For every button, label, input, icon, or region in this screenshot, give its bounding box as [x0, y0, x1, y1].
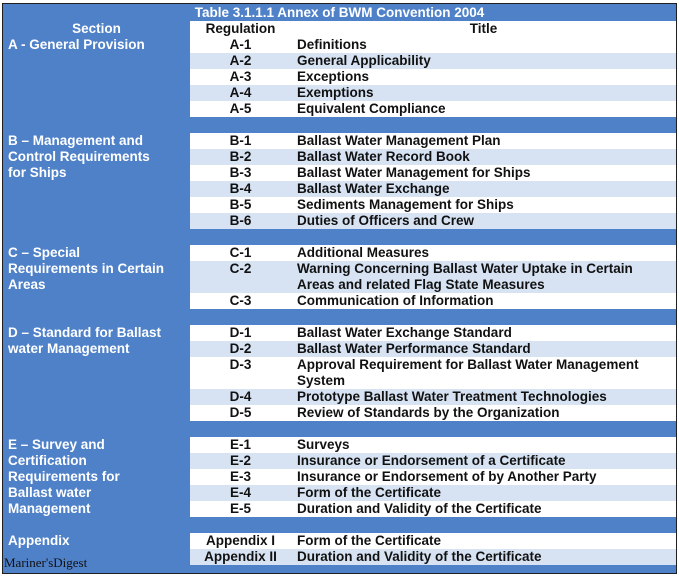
- section-gap: [190, 117, 676, 133]
- section-gap: [190, 229, 676, 245]
- title-cell: Additional Measures: [297, 245, 430, 260]
- regulation-cell: E-4: [229, 485, 251, 500]
- regulation-cell: Appendix II: [204, 549, 277, 564]
- section-header: Section: [72, 21, 121, 36]
- table-row: [190, 293, 676, 309]
- section-gap: [190, 421, 676, 437]
- title-cell: Duties of Officers and Crew: [297, 213, 475, 228]
- title-cell: Ballast Water Exchange Standard: [297, 325, 512, 340]
- title-cell: Sediments Management for Ships: [297, 197, 514, 212]
- table-row: [190, 533, 676, 549]
- title-cell: Prototype Ballast Water Treatment Technologies: [297, 389, 607, 404]
- regulation-cell: B-5: [229, 197, 252, 212]
- title-cell: Form of the Certificate: [297, 485, 442, 500]
- section-label: E – Survey and Certification Requirements for Ballast water Management: [8, 437, 120, 516]
- regulation-cell: A-2: [229, 53, 252, 68]
- title-cell: Definitions: [297, 37, 367, 52]
- title-cell: Review of Standards by the Organization: [297, 405, 560, 420]
- regulation-cell: D-1: [229, 325, 252, 340]
- title-cell: Form of the Certificate: [297, 533, 442, 548]
- title-cell: Ballast Water Management for Ships: [297, 165, 531, 180]
- table-row: [190, 469, 676, 485]
- regulation-cell: B-2: [229, 149, 252, 164]
- table-row: [190, 549, 676, 565]
- title-cell: Equivalent Compliance: [297, 101, 446, 116]
- title-cell: Warning Concerning Ballast Water Uptake in Certain Areas and related Flag State Measures: [297, 261, 633, 292]
- regulation-cell: C-3: [229, 293, 252, 308]
- regulation-cell: E-5: [229, 501, 251, 516]
- regulation-cell: C-2: [229, 261, 252, 276]
- table-title: Table 3.1.1.1 Annex of BWM Convention 2004: [194, 5, 485, 20]
- regulation-cell: D-2: [229, 341, 252, 356]
- title-cell: Insurance or Endorsement of by Another Party: [297, 469, 597, 484]
- section-label: C – Special Requirements in Certain Areas: [8, 245, 165, 292]
- title-cell: Exceptions: [297, 69, 370, 84]
- section-gap: [190, 309, 676, 325]
- regulation-cell: Appendix I: [205, 533, 275, 548]
- table-row: [190, 501, 676, 517]
- table-row: [190, 389, 676, 405]
- table-row: [190, 133, 676, 149]
- table-row: [190, 181, 676, 197]
- table-row: [190, 325, 676, 341]
- table-row: [190, 357, 676, 389]
- table-row: [190, 101, 676, 117]
- table-row: [190, 261, 676, 293]
- title-cell: General Applicability: [297, 53, 431, 68]
- title-cell: Exemptions: [297, 85, 374, 100]
- table-row: [190, 165, 676, 181]
- table-row: [190, 485, 676, 501]
- title-cell: Insurance or Endorsement of a Certificate: [297, 453, 566, 468]
- section-gap: [190, 517, 676, 533]
- table-row: [190, 197, 676, 213]
- regulation-cell: C-1: [229, 245, 252, 260]
- column-header-row: [190, 21, 676, 37]
- table-row: [190, 453, 676, 469]
- regulation-cell: A-5: [229, 101, 252, 116]
- table-row: [190, 341, 676, 357]
- section-label: D – Standard for Ballast water Management: [8, 325, 162, 356]
- regulation-cell: A-1: [229, 37, 252, 52]
- regulation-cell: B-3: [229, 165, 252, 180]
- table-row: [190, 245, 676, 261]
- table-row: [190, 149, 676, 165]
- table-row: [190, 69, 676, 85]
- title-header: Title: [469, 21, 498, 36]
- section-label: Appendix: [8, 533, 70, 548]
- title-cell: Surveys: [297, 437, 350, 452]
- title-cell: Communication of Information: [297, 293, 494, 308]
- section-label: B – Management and Control Requirements for Ships: [8, 133, 150, 180]
- regulation-title-columns: [190, 21, 676, 573]
- table-row: [190, 85, 676, 101]
- table-row: [190, 53, 676, 69]
- regulation-cell: E-2: [229, 453, 251, 468]
- title-cell: Ballast Water Record Book: [297, 149, 470, 164]
- regulation-cell: E-3: [229, 469, 251, 484]
- bwm-annex-table: [2, 3, 677, 574]
- title-cell: Ballast Water Performance Standard: [297, 341, 531, 356]
- title-cell: Duration and Validity of the Certificate: [297, 549, 542, 564]
- regulation-cell: D-3: [229, 357, 252, 372]
- section-column: [3, 21, 190, 573]
- watermark: Mariner'sDigest: [4, 555, 88, 570]
- section-label: A - General Provision: [8, 37, 145, 52]
- regulation-cell: E-1: [229, 437, 251, 452]
- regulation-cell: B-4: [229, 181, 252, 196]
- title-cell: Duration and Validity of the Certificate: [297, 501, 542, 516]
- regulation-cell: A-4: [229, 85, 252, 100]
- title-cell: Approval Requirement for Ballast Water Management System: [297, 357, 639, 388]
- table-row: [190, 213, 676, 229]
- regulation-cell: A-3: [229, 69, 252, 84]
- table-row: [190, 37, 676, 53]
- regulation-cell: B-1: [229, 133, 252, 148]
- table-row: [190, 405, 676, 421]
- regulation-cell: D-5: [229, 405, 252, 420]
- regulation-header: Regulation: [205, 21, 276, 36]
- title-cell: Ballast Water Management Plan: [297, 133, 501, 148]
- regulation-cell: D-4: [229, 389, 252, 404]
- title-cell: Ballast Water Exchange: [297, 181, 450, 196]
- regulation-cell: B-6: [229, 213, 252, 228]
- table-row: [190, 437, 676, 453]
